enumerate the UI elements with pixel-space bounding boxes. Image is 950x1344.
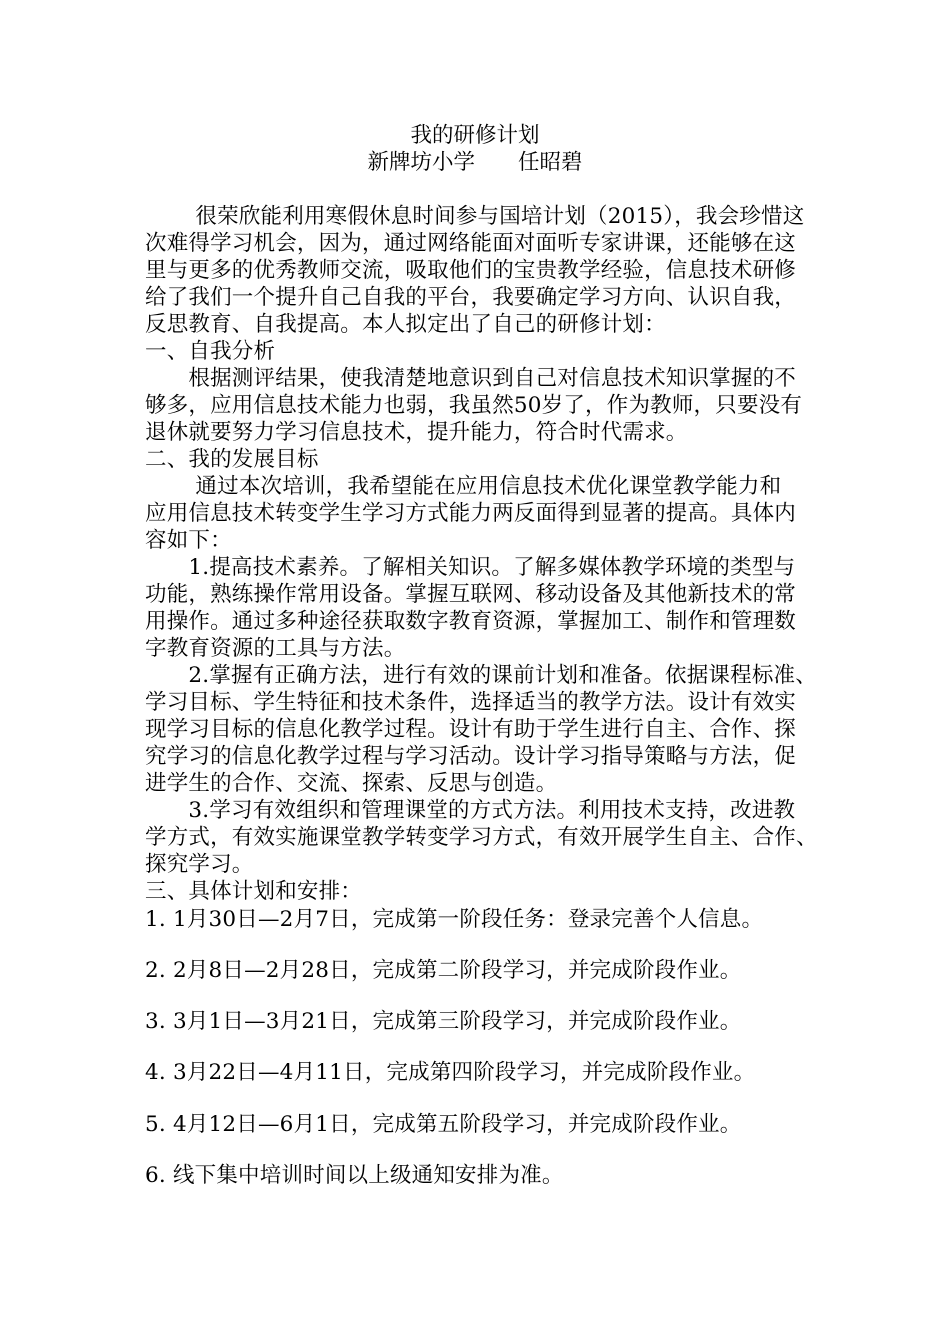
- paragraph-line: 功能，熟练操作常用设备。掌握互联网、移动设备及其他新技术的常: [145, 582, 797, 607]
- paragraph-line: 用操作。通过多种途径获取数字教育资源，掌握加工、制作和管理数: [145, 609, 797, 634]
- section-heading: 二、我的发展目标: [145, 447, 319, 472]
- author-line: 新牌坊小学 任昭碧: [367, 150, 583, 175]
- paragraph-line: 3.学习有效组织和管理课堂的方式方法。利用技术支持，改进教: [145, 798, 796, 823]
- paragraph-line: 学习目标、学生特征和技术条件，选择适当的教学方法。设计有效实: [145, 690, 797, 715]
- paragraph-line: 退休就要努力学习信息技术，提升能力，符合时代需求。: [145, 420, 688, 445]
- intro-line: 反思教育、自我提高。本人拟定出了自己的研修计划：: [145, 312, 666, 337]
- schedule-item: 4. 3月22日—4月11日，完成第四阶段学习，并完成阶段作业。: [145, 1060, 756, 1085]
- paragraph-line: 进学生的合作、交流、探索、反思与创造。: [145, 771, 558, 796]
- document-title: 我的研修计划: [410, 123, 540, 148]
- paragraph-line: 1.提高技术素养。了解相关知识。了解多媒体教学环境的类型与: [145, 555, 796, 580]
- paragraph-line: 够多，应用信息技术能力也弱，我虽然50岁了，作为教师，只要没有: [145, 393, 803, 418]
- intro-line: 里与更多的优秀教师交流，吸取他们的宝贵教学经验，信息技术研修: [145, 258, 797, 283]
- paragraph-line: 通过本次培训，我希望能在应用信息技术优化课堂教学能力和: [145, 474, 782, 499]
- intro-line: 次难得学习机会，因为，通过网络能面对面听专家讲课，还能够在这: [145, 231, 797, 256]
- paragraph-line: 学方式，有效实施课堂教学转变学习方式，有效开展学生自主、合作、: [145, 825, 818, 850]
- paragraph-line: 2.掌握有正确方法，进行有效的课前计划和准备。依据课程标准、: [145, 663, 817, 688]
- section-heading: 三、具体计划和安排：: [145, 879, 363, 904]
- paragraph-line: 究学习的信息化教学过程与学习活动。设计学习指导策略与方法，促: [145, 744, 797, 769]
- schedule-item: 5. 4月12日—6月1日，完成第五阶段学习，并完成阶段作业。: [145, 1112, 742, 1137]
- schedule-item: 6. 线下集中培训时间以上级通知安排为准。: [145, 1163, 564, 1188]
- schedule-item: 1. 1月30日—2月7日，完成第一阶段任务：登录完善个人信息。: [145, 907, 764, 932]
- paragraph-line: 现学习目标的信息化教学过程。设计有助于学生进行自主、合作、探: [145, 717, 797, 742]
- schedule-item: 3. 3月1日—3月21日，完成第三阶段学习，并完成阶段作业。: [145, 1009, 742, 1034]
- schedule-item: 2. 2月8日—2月28日，完成第二阶段学习，并完成阶段作业。: [145, 958, 742, 983]
- paragraph-line: 探究学习。: [145, 852, 254, 877]
- paragraph-line: 字教育资源的工具与方法。: [145, 636, 406, 661]
- intro-line: 给了我们一个提升自己自我的平台，我要确定学习方向、认识自我，: [145, 285, 797, 310]
- paragraph-line: 容如下：: [145, 528, 232, 553]
- intro-line: 很荣欣能利用寒假休息时间参与国培计划（2015），我会珍惜这: [145, 204, 805, 229]
- paragraph-line: 根据测评结果，使我清楚地意识到自己对信息技术知识掌握的不: [145, 366, 797, 391]
- paragraph-line: 应用信息技术转变学生学习方式能力两反面得到显著的提高。具体内: [145, 501, 797, 526]
- section-heading: 一、自我分析: [145, 339, 276, 364]
